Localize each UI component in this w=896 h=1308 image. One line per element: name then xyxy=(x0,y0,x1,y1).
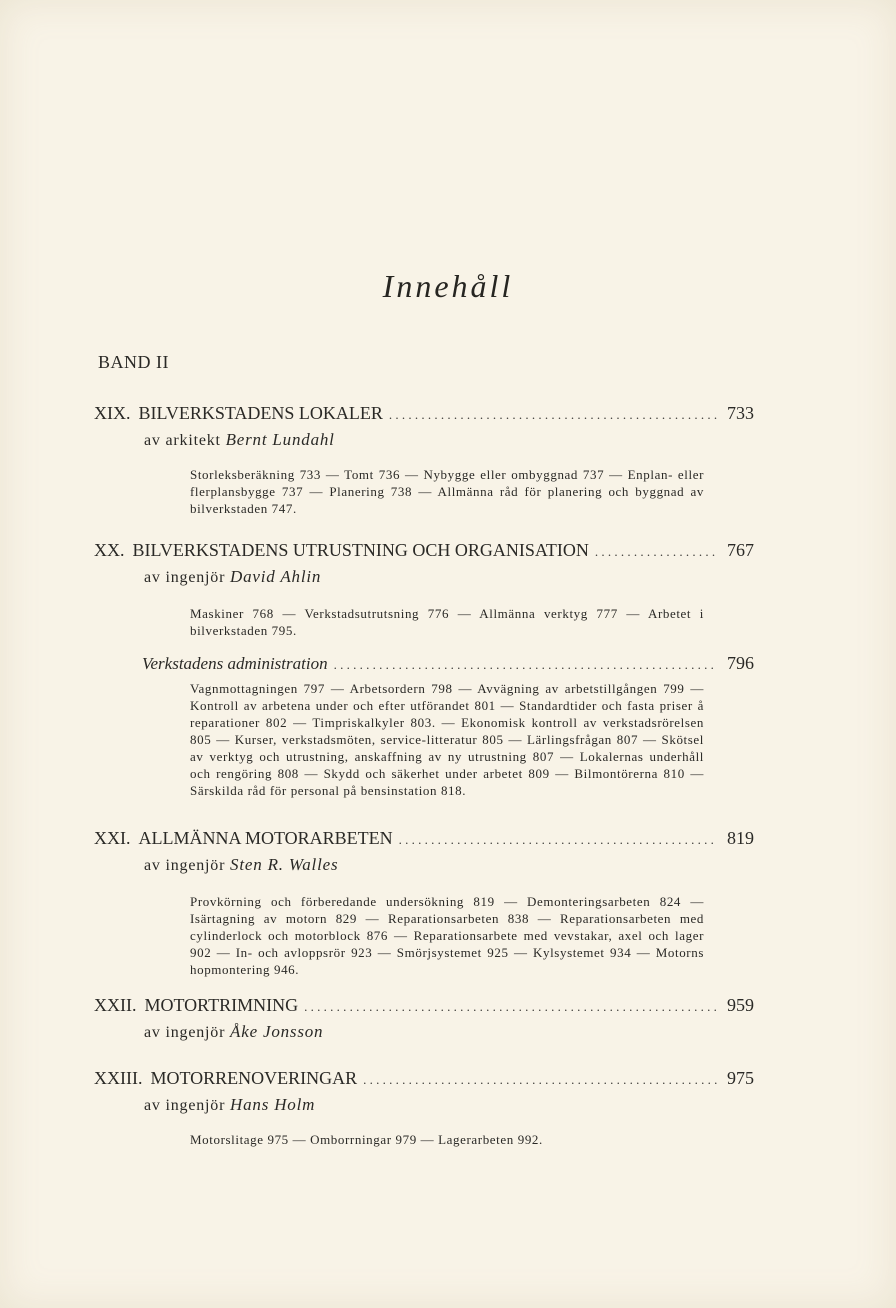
chapter-page-number: 767 xyxy=(727,540,754,560)
author-name: Bernt Lundahl xyxy=(225,430,335,449)
dot-leader xyxy=(363,1072,718,1088)
chapter-author xyxy=(144,430,754,450)
chapter-xxi xyxy=(94,828,754,978)
chapter-heading-row xyxy=(94,540,754,561)
chapter-page-number: 733 xyxy=(727,403,754,423)
sub-section-summary: Vagnmottagningen 797 — Arbetsordern 798 — Avvägning av arbetstillgången 799 — Kontroll av arbetena under och efter utförandet 801 — Standardtider och fasta priser å reparationer 802 — Timpriskalkyler 803. — Ekonomisk kontroll av verkstadsrörelsen 805 — Kurser, verkstadsmöten, service-litteratur 805 — Lärlingsfrågan 807 — Skötsel av verktyg och utrustning, anskaffning av ny utrustning 807 — Lokalernas underhåll och rengöring 808 — Skydd och säkerhet under arbetet 809 — Bilmontörerna 810 — Särskilda råd för personal på bensinstation 818. xyxy=(190,681,704,798)
chapter-page-number: 819 xyxy=(727,828,754,848)
sub-section-page-number: 796 xyxy=(727,653,754,673)
sub-section-row xyxy=(142,653,754,674)
author-name: David Ahlin xyxy=(230,567,322,586)
chapter-xxiii xyxy=(94,1068,754,1148)
author-prefix: av ingenjör xyxy=(144,569,226,586)
author-prefix: av ingenjör xyxy=(144,857,226,874)
chapter-summary: Maskiner 768 — Verkstadsutrutsning 776 — Allmänna verktyg 777 — Arbetet i bilverkstaden 795. xyxy=(190,606,704,638)
chapter-heading: ALLMÄNNA MOTORARBETEN xyxy=(138,828,393,848)
chapter-author xyxy=(144,855,754,875)
chapter-xxii xyxy=(94,995,754,1042)
chapter-xx xyxy=(94,540,754,799)
dot-leader xyxy=(334,657,718,673)
sub-section-heading: Verkstadens administration xyxy=(142,654,328,673)
chapter-summary: Motorslitage 975 — Omborrningar 979 — Lagerarbeten 992. xyxy=(190,1132,543,1147)
chapter-page-number: 959 xyxy=(727,995,754,1015)
chapter-author xyxy=(144,567,754,587)
chapter-heading: MOTORTRIMNING xyxy=(144,995,299,1015)
author-name: Åke Jonsson xyxy=(230,1022,324,1041)
author-name: Hans Holm xyxy=(230,1095,316,1114)
dot-leader xyxy=(399,832,718,848)
chapter-heading: MOTORRENOVERINGAR xyxy=(150,1068,358,1088)
chapter-number: XXI. xyxy=(94,828,131,848)
chapter-summary: Storleksberäkning 733 — Tomt 736 — Nybygge eller ombyggnad 737 — Enplan- eller flerplansbygge 737 — Planering 738 — Allmänna råd för planering och byggnad av bilverkstaden 747. xyxy=(190,467,704,516)
dot-leader xyxy=(595,544,718,560)
chapter-heading-row xyxy=(94,995,754,1016)
author-prefix: av arkitekt xyxy=(144,432,221,449)
band-label: BAND II xyxy=(98,352,169,372)
chapter-heading: BILVERKSTADENS LOKALER xyxy=(138,403,383,423)
chapter-heading-row xyxy=(94,1068,754,1089)
chapter-page-number: 975 xyxy=(727,1068,754,1088)
chapter-summary: Provkörning och förberedande undersökning 819 — Demonteringsarbeten 824 — Isärtagning av motorn 829 — Reparationsarbeten 838 — Reparationsarbeten med cylinderlock och motorblock 876 — Reparationsarbete med vevstakar, axel och lager 902 — In- och avloppsrör 923 — Smörjsystemet 925 — Kylsystemet 934 — Motorns hopmontering 946. xyxy=(190,894,704,977)
chapter-number: XX. xyxy=(94,540,125,560)
chapter-number: XIX. xyxy=(94,403,131,423)
chapter-heading-row xyxy=(94,828,754,849)
dot-leader xyxy=(389,407,718,423)
chapter-xix xyxy=(94,403,754,517)
chapter-author xyxy=(144,1095,754,1115)
chapter-number: XXIII. xyxy=(94,1068,143,1088)
chapter-heading-row xyxy=(94,403,754,424)
author-prefix: av ingenjör xyxy=(144,1097,226,1114)
chapter-heading: BILVERKSTADENS UTRUSTNING OCH ORGANISATION xyxy=(132,540,589,560)
chapter-number: XXII. xyxy=(94,995,137,1015)
dot-leader xyxy=(304,999,718,1015)
chapter-author xyxy=(144,1022,754,1042)
page-title: Innehåll xyxy=(382,268,514,304)
author-name: Sten R. Walles xyxy=(230,855,339,874)
author-prefix: av ingenjör xyxy=(144,1024,226,1041)
